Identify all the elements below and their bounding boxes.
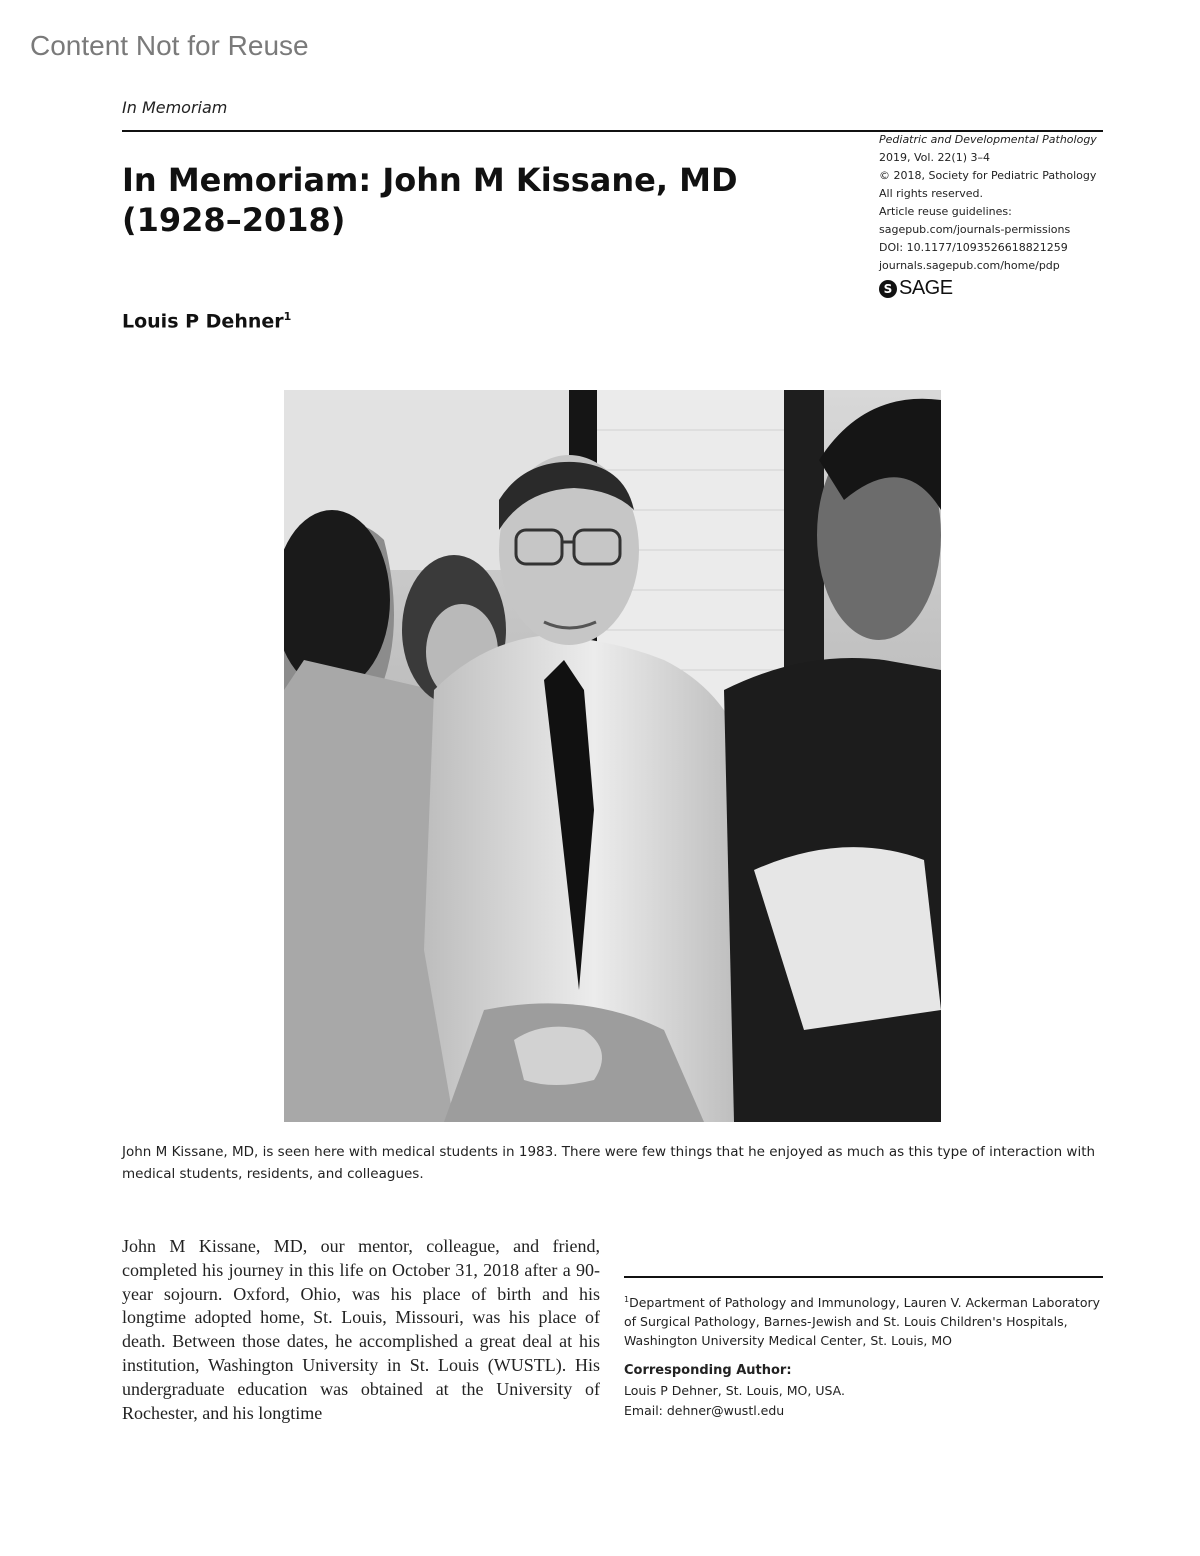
title-line-1: In Memoriam: John M Kissane, MD: [122, 161, 738, 199]
section-label: In Memoriam: [122, 98, 228, 117]
author-affiliation-footnote: [624, 1290, 1104, 1350]
copyright-line: © 2018, Society for Pediatric Pathology: [879, 169, 1097, 182]
journal-name: Pediatric and Developmental Pathology: [879, 133, 1097, 146]
author-byline: [122, 310, 291, 332]
corresponding-author-name: Louis P Dehner, St. Louis, MO, USA.: [624, 1383, 845, 1398]
memorial-photo: [284, 390, 941, 1122]
footnote-mark: 1: [624, 1295, 630, 1304]
photo-illustration: [284, 390, 941, 1122]
sage-logo: [879, 277, 953, 300]
corresponding-author: [624, 1361, 1104, 1421]
footnote-rule: [624, 1276, 1103, 1278]
figure-caption: John M Kissane, MD, is seen here with medical students in 1983. There were few things that he enjoyed as much as this type of interaction with medical students, residents, and colleagues.: [122, 1144, 1096, 1182]
journal-homepage-link[interactable]: journals.sagepub.com/home/pdp: [879, 259, 1060, 272]
sage-logo-word: SAGE: [899, 277, 953, 299]
author-affiliation-mark: 1: [283, 310, 292, 323]
title-line-2: (1928–2018): [122, 201, 346, 239]
sage-logo-icon: S: [879, 280, 897, 298]
affiliation-text: Department of Pathology and Immunology, Lauren V. Ackerman Laboratory of Surgical Pathology, Barnes-Jewish and St. Louis Children's Hospitals, Washington University Medical Center, St. Louis, MO: [624, 1295, 1100, 1349]
journal-metadata: [879, 131, 1119, 275]
corresponding-author-email[interactable]: Email: dehner@wustl.edu: [624, 1403, 785, 1418]
author-name: Louis P Dehner: [122, 310, 284, 333]
corresponding-author-label: Corresponding Author:: [624, 1363, 792, 1378]
reuse-label: Article reuse guidelines:: [879, 205, 1012, 218]
watermark-text: Content Not for Reuse: [30, 30, 309, 61]
journal-volume: 2019, Vol. 22(1) 3–4: [879, 151, 991, 164]
doi-link[interactable]: DOI: 10.1177/1093526618821259: [879, 241, 1068, 254]
permissions-link[interactable]: sagepub.com/journals-permissions: [879, 223, 1071, 236]
article-body-paragraph: John M Kissane, MD, our mentor, colleague, and friend, completed his journey in this life on October 31, 2018 after a 90-year sojourn. Oxford, Ohio, was his place of birth and his longtime adopted home, St. Louis, Missouri, was his place of death. Between those dates, he accomplished a great deal at his institution, Washington University in St. Louis (WUSTL). His undergraduate education was obtained at the University of Rochester, and his longtime: [122, 1236, 600, 1423]
article-title: [122, 160, 762, 240]
rights-line: All rights reserved.: [879, 187, 984, 200]
